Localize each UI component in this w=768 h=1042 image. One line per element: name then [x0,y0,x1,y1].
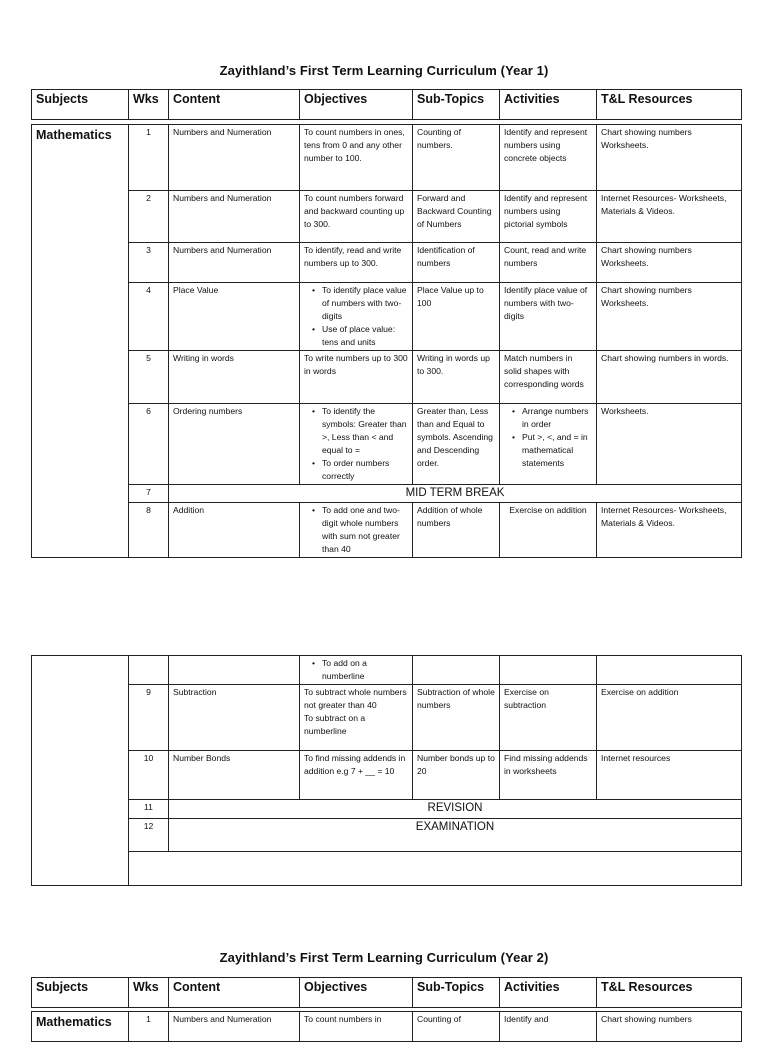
resources-cell: Internet Resources- Worksheets, Materials & Videos. [597,503,742,558]
table-row [32,685,742,751]
resources-cell: Chart showing numbers Worksheets. [597,243,742,283]
week-cell: 5 [129,351,169,404]
header-activities: Activities [500,90,597,120]
objective-bullet: • To identify the symbols: Greater than >, Less than < and equal to = [312,405,408,457]
header-resources: T&L Resources [597,978,742,1008]
curriculum-table-continued [31,655,742,886]
objective-text: To subtract whole numbers not greater than 40 [304,687,407,710]
objective-bullet: • To add one and two-digit whole numbers with sum not greater than 40 [312,504,408,556]
week-cell [129,656,169,685]
table-row [32,125,742,191]
subtopics-cell: Writing in words up to 300. [413,351,500,404]
revision-banner: REVISION [169,800,742,819]
activity-bullet: • Put >, <, and = in mathematical statements [512,431,592,470]
subtopics-cell: Identification of numbers [413,243,500,283]
week-cell: 4 [129,283,169,351]
week-cell: 6 [129,404,169,485]
resources-cell: Internet Resources- Worksheets, Materials & Videos. [597,191,742,243]
table-row [32,191,742,243]
mid-term-break-banner: MID TERM BREAK [169,485,742,503]
header-objectives: Objectives [300,90,413,120]
activities-cell [500,656,597,685]
examination-banner: EXAMINATION [169,819,742,852]
activity-bullet: • Arrange numbers in order [512,405,592,431]
resources-cell: Chart showing numbers Worksheets. [597,125,742,191]
header-content: Content [169,978,300,1008]
header-resources: T&L Resources [597,90,742,120]
subject-cell: Mathematics [32,125,129,558]
table-row [32,283,742,351]
header-content: Content [169,90,300,120]
subtopics-cell: Subtraction of whole numbers [413,685,500,751]
objective-text-extra: To subtract on a numberline [304,713,366,736]
objective-bullet: • To order numbers correctly [312,457,408,483]
objectives-cell: To find missing addends in addition e.g 7 + __ = 10 [300,751,413,800]
subtopics-cell [413,656,500,685]
objective-bullet: • To add on a numberline [312,657,408,683]
header-weeks: Wks [129,978,169,1008]
content-cell: Addition [169,503,300,558]
document-title: Zayithland’s First Term Learning Curriculum (Year 1) [219,63,549,78]
table-row [32,503,742,558]
resources-cell: Chart showing numbers Worksheets. [597,283,742,351]
content-cell [169,656,300,685]
content-cell: Place Value [169,283,300,351]
week-cell: 12 [129,819,169,852]
objectives-cell [300,404,413,485]
table-row [32,751,742,800]
resources-cell: Chart showing numbers in words. [597,351,742,404]
table-row [32,485,742,503]
table-row [32,852,742,886]
header-weeks: Wks [129,90,169,120]
table-row [32,351,742,404]
header-subjects: Subjects [32,978,129,1008]
resources-cell: Exercise on addition [597,685,742,751]
week-cell: 10 [129,751,169,800]
objectives-cell: To write numbers up to 300 in words [300,351,413,404]
table-header-row [32,978,742,1008]
resources-cell: Internet resources [597,751,742,800]
activities-cell [500,404,597,485]
activities-cell: Identify and [500,1012,597,1042]
header-objectives: Objectives [300,978,413,1008]
content-cell: Numbers and Numeration [169,125,300,191]
objectives-cell [300,283,413,351]
curriculum-table [31,89,742,558]
subtopics-cell: Counting of numbers. [413,125,500,191]
activities-cell: Exercise on subtraction [500,685,597,751]
header-subjects: Subjects [32,90,129,120]
activities-cell: Identify and represent numbers using pictorial symbols [500,191,597,243]
document-title-year2: Zayithland’s First Term Learning Curriculum (Year 2) [219,950,549,965]
objective-bullet: • To identify place value of numbers with two-digits [312,284,408,323]
activities-cell: Find missing addends in worksheets [500,751,597,800]
objectives-cell: To count numbers forward and backward counting up to 300. [300,191,413,243]
subtopics-cell: Forward and Backward Counting of Numbers [413,191,500,243]
curriculum-table-year2 [31,977,742,1042]
week-cell: 11 [129,800,169,819]
subject-cell: Mathematics [32,1012,129,1042]
content-cell: Number Bonds [169,751,300,800]
header-sub-topics: Sub-Topics [413,978,500,1008]
table-row [32,1012,742,1042]
content-cell: Subtraction [169,685,300,751]
content-cell: Numbers and Numeration [169,243,300,283]
objectives-cell: To identify, read and write numbers up to 300. [300,243,413,283]
objectives-cell [300,503,413,558]
resources-cell: Worksheets. [597,404,742,485]
objectives-cell [300,685,413,751]
header-activities: Activities [500,978,597,1008]
week-cell: 3 [129,243,169,283]
header-sub-topics: Sub-Topics [413,90,500,120]
week-cell: 1 [129,1012,169,1042]
subtopics-cell: Greater than, Less than and Equal to symbols. Ascending and Descending order. [413,404,500,485]
subject-cell [32,656,129,886]
activities-cell: Identify place value of numbers with two-digits [500,283,597,351]
week-cell: 1 [129,125,169,191]
week-cell: 9 [129,685,169,751]
resources-cell [597,656,742,685]
table-row [32,243,742,283]
table-row [32,404,742,485]
subtopics-cell: Addition of whole numbers [413,503,500,558]
objectives-cell: To count numbers in [300,1012,413,1042]
table-row [32,819,742,852]
objective-bullet: • Use of place value: tens and units [312,323,408,349]
objectives-cell: To count numbers in ones, tens from 0 and any other number to 100. [300,125,413,191]
content-cell: Ordering numbers [169,404,300,485]
activities-cell: Exercise on addition [500,503,597,558]
week-cell: 8 [129,503,169,558]
activities-cell: Match numbers in solid shapes with corresponding words [500,351,597,404]
activities-cell: Identify and represent numbers using concrete objects [500,125,597,191]
content-cell: Writing in words [169,351,300,404]
resources-cell: Chart showing numbers [597,1012,742,1042]
content-cell: Numbers and Numeration [169,1012,300,1042]
table-header-row [32,90,742,120]
subtopics-cell: Number bonds up to 20 [413,751,500,800]
week-cell: 2 [129,191,169,243]
table-row [32,656,742,685]
week-cell: 7 [129,485,169,503]
content-cell: Numbers and Numeration [169,191,300,243]
subtopics-cell: Place Value up to 100 [413,283,500,351]
subtopics-cell: Counting of [413,1012,500,1042]
empty-cell [129,852,742,886]
activities-cell: Count, read and write numbers [500,243,597,283]
objectives-cell [300,656,413,685]
table-row [32,800,742,819]
